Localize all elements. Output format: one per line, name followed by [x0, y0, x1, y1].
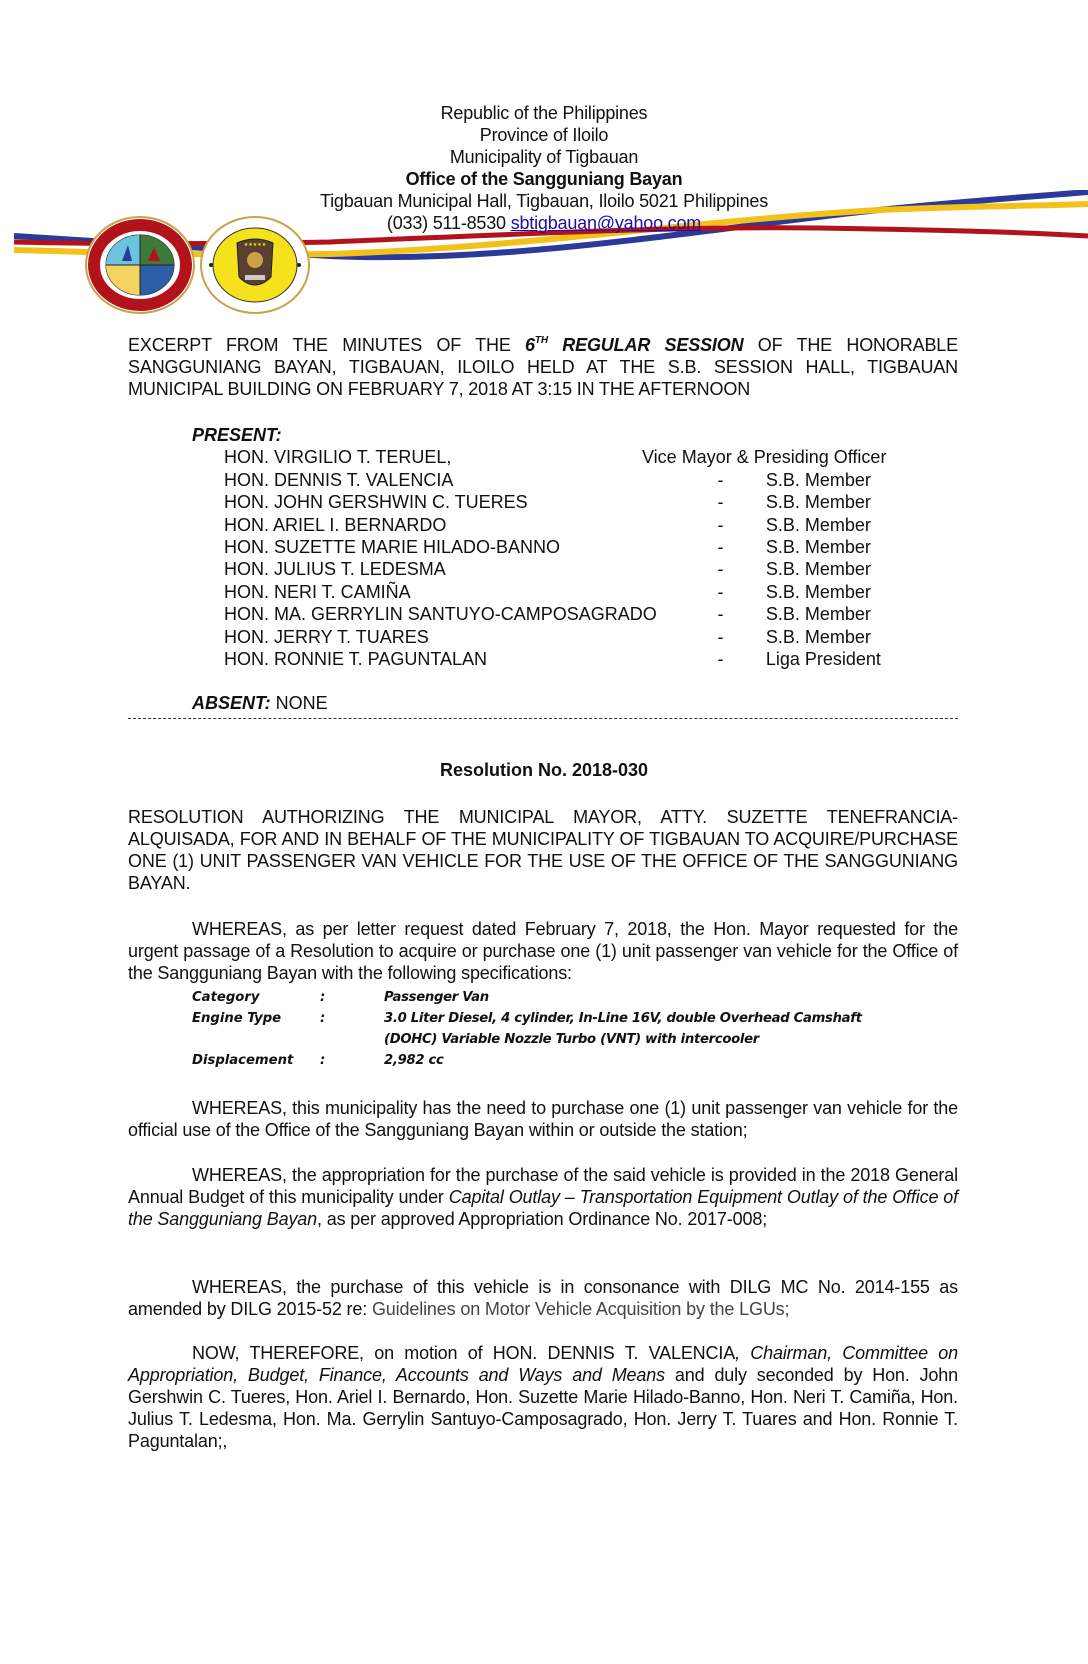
attendee-name: HON. VIRGILIO T. TERUEL, [224, 447, 452, 468]
minutes-excerpt-heading [128, 334, 958, 400]
spec-label: Displacement [192, 1053, 294, 1068]
letterhead-municipality: Municipality of Tigbauan [449, 147, 639, 167]
spec-row [192, 1008, 864, 1050]
attendee-dash: - [717, 626, 724, 647]
letterhead-phone: (033) 511-8530 [386, 213, 506, 233]
attendance-row [192, 514, 932, 536]
attendee-name: HON. ARIEL I. BERNARDO [224, 514, 447, 535]
absent-value: NONE [270, 693, 328, 713]
excerpt-text-pre: EXCERPT FROM THE MINUTES OF THE [128, 335, 526, 355]
whereas-4-text-a: WHEREAS, the purchase of this vehicle is in consonance with DILG MC No. 2014-155 as amended by DILG 2015-52 re: [128, 1277, 958, 1319]
now-therefore-text-a: NOW, THEREFORE, on motion of HON. DENNIS T. VALENCIA [192, 1343, 736, 1363]
attendance-row [192, 581, 932, 603]
spec-value: 2,982 cc [384, 1053, 444, 1068]
letterhead-office: Office of the Sangguniang Bayan [405, 169, 683, 189]
attendance-row [192, 603, 932, 625]
whereas-paragraph-1 [128, 918, 958, 984]
now-therefore-paragraph [128, 1342, 958, 1452]
attendance-row-presiding [192, 446, 932, 468]
spec-separator: : [320, 990, 326, 1005]
spec-value: Passenger Van [384, 990, 489, 1005]
absent-label: ABSENT: [192, 693, 271, 713]
attendee-dash: - [717, 581, 724, 602]
whereas-4-guidelines-title: Guidelines on Motor Vehicle Acquisition by the LGUs; [371, 1299, 790, 1319]
ordinal-number: 6 [525, 335, 535, 355]
attendee-dash: - [717, 469, 724, 490]
spec-separator: : [320, 1011, 326, 1026]
spec-label: Engine Type [192, 1011, 282, 1026]
letterhead-country: Republic of the Philippines [440, 103, 648, 123]
attendee-position: S.B. Member [765, 626, 871, 647]
vehicle-specifications [192, 987, 864, 1071]
excerpt-text-post: OF THE HONORABLE SANGGUNIANG BAYAN, TIGBAUAN, ILOILO HELD AT THE S.B. SESSION HALL, TIGBAUAN MUNICIPAL BUILDING ON FEBRUARY 7, 2018 AT 3:15 IN THE AFTERNOON [128, 335, 959, 399]
svg-text:★★★★★: ★★★★★ [243, 242, 267, 248]
ordinal-suffix: TH [534, 335, 548, 346]
now-therefore-text-c: and duly seconded by Hon. John Gershwin C. Tueres, Hon. Ariel I. Bernardo, Hon. Suzette Marie Hilado-Banno, Hon. Neri T. Camiña, Hon. Julius T. Ledesma, Hon. Ma. Gerrylin Santuyo-Camposagrado, Hon. Jerry T. Tuares and Hon. Ronnie T. Paguntalan;, [128, 1365, 958, 1451]
attendance-row [192, 469, 932, 491]
attendance-member-list [192, 469, 932, 671]
whereas-3-text-a: WHEREAS, the appropriation for the purchase of the said vehicle is provided in the 2018 General Annual Budget of this municipality under [128, 1165, 958, 1207]
attendee-dash: - [717, 514, 724, 535]
attendee-name: HON. DENNIS T. VALENCIA [224, 469, 454, 490]
attendee-name: HON. NERI T. CAMIÑA [224, 581, 411, 602]
attendee-dash: - [717, 559, 724, 580]
attendee-position: S.B. Member [765, 514, 871, 535]
attendance-row [192, 536, 932, 558]
letterhead-province: Province of Iloilo [479, 125, 609, 145]
attendee-dash: - [717, 492, 724, 513]
spec-label: Category [192, 990, 260, 1005]
attendee-position: S.B. Member [765, 604, 871, 625]
whereas-3-text-c: , as per approved Appropriation Ordinance No. 2017-008; [317, 1209, 768, 1229]
letterhead-email-link[interactable]: sbtigbauan@yahoo.com [510, 213, 702, 233]
whereas-3-budget-item: Capital Outlay – Transportation Equipment Outlay of the Office of the Sangguniang Bayan [128, 1187, 958, 1229]
attendance-row [192, 626, 932, 648]
attendance-row [192, 648, 932, 670]
spec-value: 3.0 Liter Diesel, 4 cylinder, In-Line 16V, double Overhead Camshaft (DOHC) Variable Nozzle Turbo (VNT) with intercooler [384, 1011, 862, 1047]
attendee-position: S.B. Member [765, 581, 871, 602]
attendance-row [192, 558, 932, 580]
attendee-dash: - [717, 604, 724, 625]
attendee-position: Vice Mayor & Presiding Officer [642, 447, 887, 468]
spec-row [192, 987, 864, 1008]
section-divider [128, 718, 958, 721]
attendee-name: HON. JULIUS T. LEDESMA [224, 559, 446, 580]
resolution-number: Resolution No. 2018-030 [439, 760, 649, 780]
whereas-1-text: WHEREAS, as per letter request dated February 7, 2018, the Hon. Mayor requested for the urgent passage of a Resolution to acquire or purchase one (1) unit passenger van vehicle for the Office of the Sangguniang Bayan with the following specifications: [128, 919, 958, 983]
whereas-paragraph-2 [128, 1097, 958, 1141]
attendee-dash: - [717, 536, 724, 557]
letterhead-contact [0, 212, 1088, 234]
attendance-absent [192, 693, 328, 714]
attendee-position: S.B. Member [765, 536, 871, 557]
whereas-paragraph-4 [128, 1276, 958, 1320]
present-label: PRESENT: [192, 425, 282, 445]
now-therefore-committee: , Chairman, Committee on Appropriation, Budget, Finance, Accounts and Ways and Means [128, 1343, 958, 1385]
attendee-position: Liga President [765, 648, 881, 669]
attendee-position: S.B. Member [765, 469, 871, 490]
attendee-position: S.B. Member [765, 559, 871, 580]
attendee-name: HON. MA. GERRYLIN SANTUYO-CAMPOSAGRADO [224, 604, 657, 625]
whereas-paragraph-3 [128, 1164, 958, 1230]
attendance-present [192, 424, 932, 670]
session-ordinal [525, 335, 743, 355]
attendee-dash: - [717, 648, 724, 669]
whereas-2-text: WHEREAS, this municipality has the need to purchase one (1) unit passenger van vehicle for the official use of the Office of the Sangguniang Bayan within or outside the station; [128, 1098, 958, 1140]
attendance-row [192, 491, 932, 513]
attendee-name: HON. JERRY T. TUARES [224, 626, 429, 647]
letterhead [0, 102, 1088, 234]
letterhead-address: Tigbauan Municipal Hall, Tigbauan, Iloilo 5021 Philippines [319, 191, 769, 211]
attendee-name: HON. SUZETTE MARIE HILADO-BANNO [224, 536, 561, 557]
attendee-name: HON. JOHN GERSHWIN C. TUERES [224, 492, 528, 513]
spec-row [192, 1050, 864, 1071]
attendee-name: HON. RONNIE T. PAGUNTALAN [224, 648, 488, 669]
resolution-title: RESOLUTION AUTHORIZING THE MUNICIPAL MAYOR, ATTY. SUZETTE TENEFRANCIA-ALQUISADA, FOR AND IN BEHALF OF THE MUNICIPALITY OF TIGBAUAN TO ACQUIRE/PURCHASE ONE (1) UNIT PASSENGER VAN VEHICLE FOR THE USE OF THE OFFICE OF THE SANGGUNIANG BAYAN. [128, 807, 958, 893]
session-type: REGULAR SESSION [547, 335, 744, 355]
spec-separator: : [320, 1053, 326, 1068]
attendee-position: S.B. Member [765, 492, 871, 513]
